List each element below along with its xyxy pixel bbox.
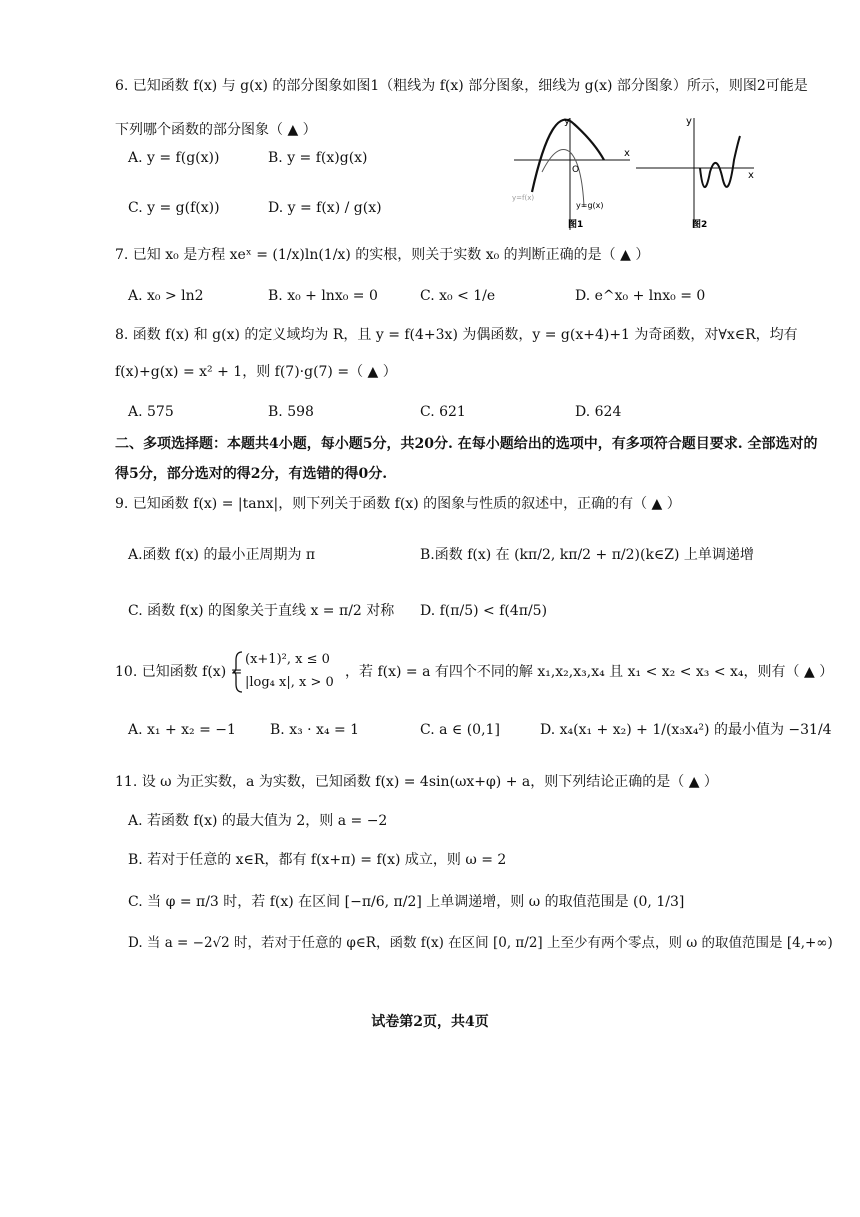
- q8-stem-line2: f(x)+g(x) = x² + 1，则 f(7)·g(7) =（ ▲ ）: [115, 364, 397, 380]
- q10-stem-suffix: ，若 f(x) = a 有四个不同的解 x₁,x₂,x₃,x₄ 且 x₁ < x₂ < x₃ < x₄，则有（ ▲ ）: [345, 664, 834, 680]
- q6-stem-line1: 6. 已知函数 f(x) 与 g(x) 的部分图象如图1（粗线为 f(x) 部分图象，细线为 g(x) 部分图象）所示，则图2可能是: [115, 78, 808, 94]
- q7-option-a: A. x₀ > ln2: [128, 288, 204, 304]
- q11-option-a: A. 若函数 f(x) 的最大值为 2，则 a = −2: [128, 813, 388, 829]
- q8-option-b: B. 598: [268, 404, 314, 420]
- q8-option-a: A. 575: [128, 404, 174, 420]
- fig1-origin-label: O: [572, 165, 580, 175]
- fig1-f-label: y=f(x): [512, 194, 535, 202]
- q7-option-b: B. x₀ + lnx₀ = 0: [268, 288, 378, 304]
- q9-option-c: C. 函数 f(x) 的图象关于直线 x = π/2 对称: [128, 603, 395, 619]
- q8-option-c: C. 621: [420, 404, 466, 420]
- fig2-curve: [700, 136, 740, 187]
- q7-option-d: D. e^x₀ + lnx₀ = 0: [575, 288, 706, 304]
- q6-option-d: D. y = f(x) / g(x): [268, 200, 382, 216]
- q7-option-c: C. x₀ < 1/e: [420, 288, 496, 304]
- fig2-x-label: x: [748, 170, 754, 181]
- q6-figure-1: [512, 112, 632, 232]
- q10-option-c: C. a ∈ (0,1]: [420, 722, 500, 738]
- q8-stem-line1: 8. 函数 f(x) 和 g(x) 的定义域均为 R，且 y = f(4+3x) 为偶函数，y = g(x+4)+1 为奇函数，对∀x∈R，均有: [115, 327, 798, 343]
- q11-stem: 11. 设 ω 为正实数，a 为实数，已知函数 f(x) = 4sin(ωx+φ) + a，则下列结论正确的是（ ▲ ）: [115, 774, 718, 790]
- q6-option-a: A. y = f(g(x)): [128, 150, 220, 166]
- q6-option-c: C. y = g(f(x)): [128, 200, 220, 216]
- fig1-f-curve: [532, 120, 604, 192]
- q11-option-b: B. 若对于任意的 x∈R，都有 f(x+π) = f(x) 成立，则 ω = 2: [128, 852, 507, 868]
- q11-option-c: C. 当 φ = π/3 时，若 f(x) 在区间 [−π/6, π/2] 上单调递增，则 ω 的取值范围是 (0, 1/3]: [128, 894, 685, 910]
- q10-case-2: |log₄ x|, x > 0: [245, 675, 334, 690]
- q6-figure-2: [634, 112, 758, 232]
- fig1-caption: 图1: [568, 220, 584, 230]
- q9-option-b: B.函数 f(x) 在 (kπ/2, kπ/2 + π/2)(k∈Z) 上单调递增: [420, 547, 754, 563]
- q7-stem: 7. 已知 x₀ 是方程 xeˣ = (1/x)ln(1/x) 的实根，则关于实数 x₀ 的判断正确的是（ ▲ ）: [115, 247, 650, 263]
- q10-option-d: D. x₄(x₁ + x₂) + 1/(x₃x₄²) 的最小值为 −31/4: [540, 722, 832, 738]
- q10-option-b: B. x₃ · x₄ = 1: [270, 722, 360, 738]
- q10-option-a: A. x₁ + x₂ = −1: [128, 722, 236, 738]
- q6-option-b: B. y = f(x)g(x): [268, 150, 368, 166]
- q10-stem-prefix: 10. 已知函数 f(x) =: [115, 664, 243, 680]
- brace-path: [233, 652, 242, 692]
- section2-line2: 得5分，部分选对的得2分，有选错的得0分.: [115, 466, 388, 482]
- q11-option-d: D. 当 a = −2√2 时，若对于任意的 φ∈R，函数 f(x) 在区间 [0, π/2] 上至少有两个零点，则 ω 的取值范围是 [4,+∞): [128, 935, 833, 951]
- fig1-x-label: x: [624, 148, 630, 159]
- q10-case-1: (x+1)², x ≤ 0: [245, 652, 330, 667]
- fig1-y-label: y: [564, 116, 570, 127]
- fig2-caption: 图2: [692, 220, 708, 230]
- fig1-g-curve: [542, 150, 584, 208]
- q9-stem: 9. 已知函数 f(x) = |tanx|，则下列关于函数 f(x) 的图象与性质的叙述中，正确的有（ ▲ ）: [115, 496, 681, 512]
- fig1-g-label: y=g(x): [576, 201, 604, 210]
- page-footer: 试卷第2页，共4页: [371, 1014, 489, 1030]
- q10-brace: [232, 650, 244, 694]
- q8-option-d: D. 624: [575, 404, 622, 420]
- q9-option-a: A.函数 f(x) 的最小正周期为 π: [128, 547, 316, 563]
- section2-line1: 二、多项选择题：本题共4小题，每小题5分，共20分. 在每小题给出的选项中，有多项符合题目要求. 全部选对的: [115, 436, 818, 452]
- q6-stem-line2: 下列哪个函数的部分图象（ ▲ ）: [115, 122, 317, 138]
- q9-option-d: D. f(π/5) < f(4π/5): [420, 603, 548, 619]
- fig2-y-label: y: [686, 116, 692, 127]
